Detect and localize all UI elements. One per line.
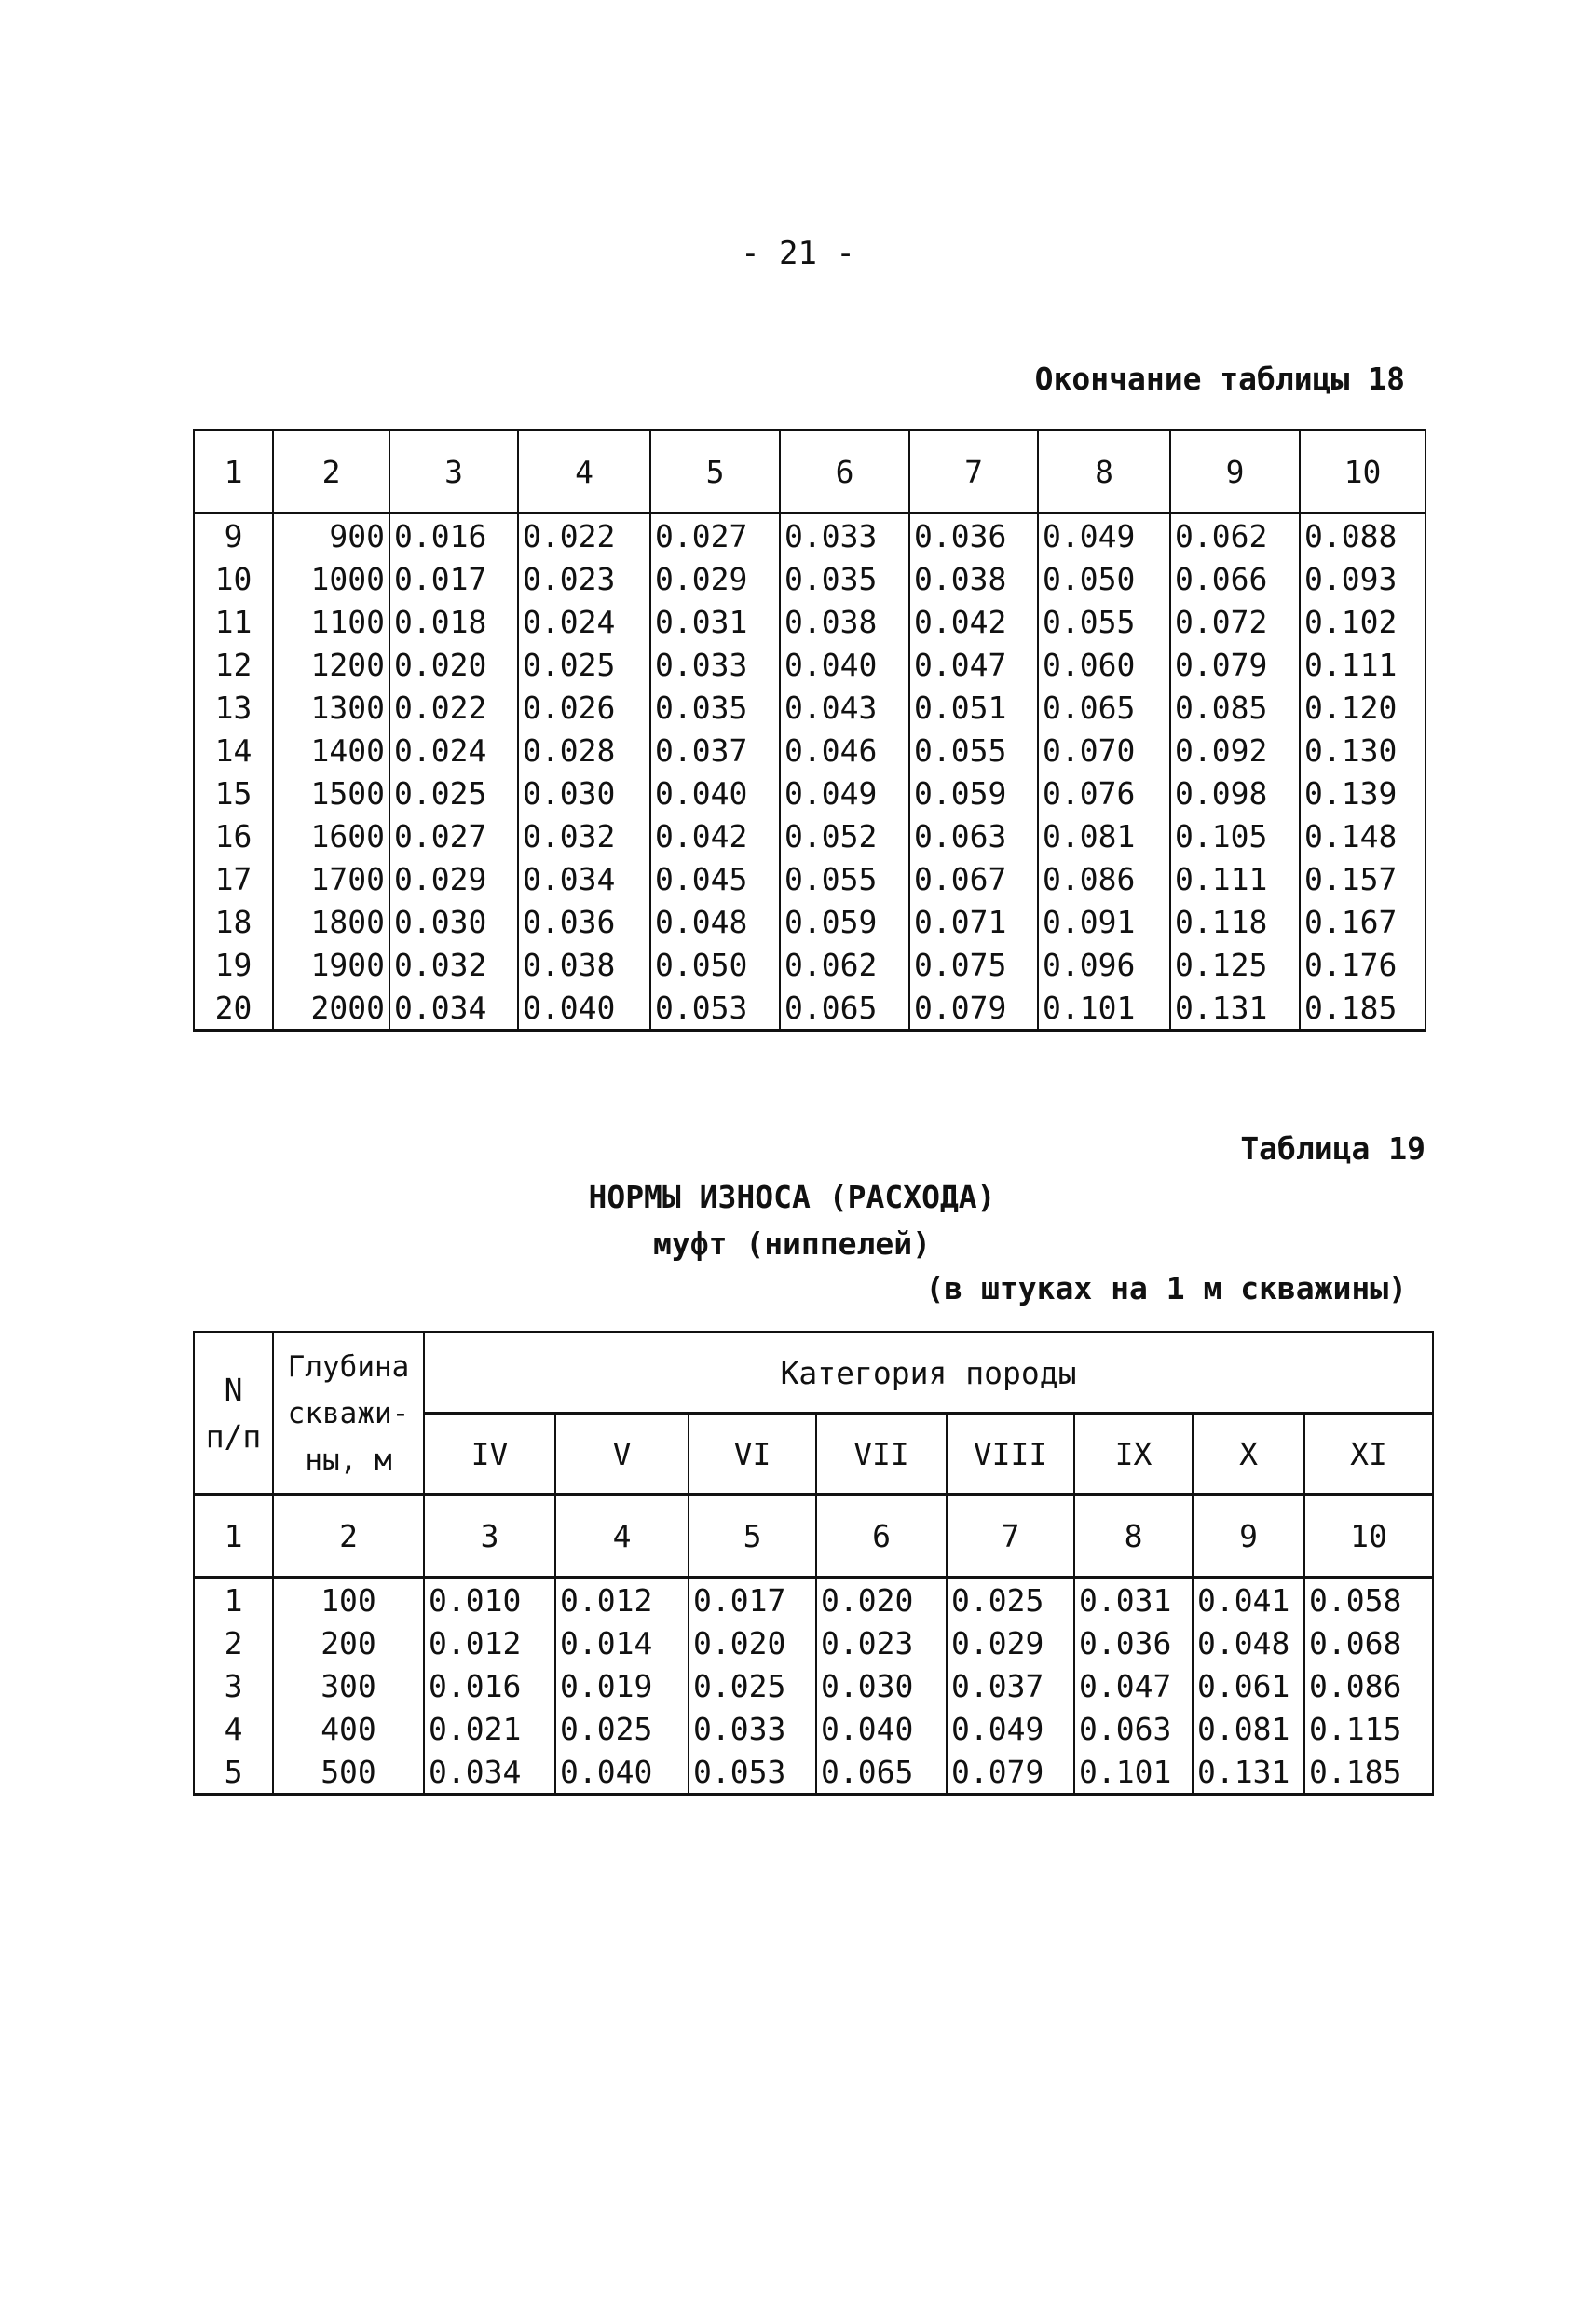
table-cell: 0.018: [389, 600, 518, 643]
table-cell: 0.068: [1304, 1621, 1433, 1664]
table18-header-row: [194, 431, 1425, 513]
table-cell: 0.045: [650, 857, 780, 900]
table-cell: 0.062: [1170, 513, 1300, 558]
table-cell: 0.021: [424, 1707, 555, 1750]
table18-header-cell: 3: [389, 431, 518, 513]
table-cell: 0.022: [518, 513, 650, 558]
table-cell: 0.048: [1193, 1621, 1304, 1664]
table-cell: 0.023: [816, 1621, 947, 1664]
table-cell: 1900: [273, 943, 389, 986]
table-cell: 0.059: [909, 772, 1038, 814]
table-cell: 0.096: [1038, 943, 1170, 986]
table-cell: 0.017: [389, 557, 518, 600]
table-cell: 1500: [273, 772, 389, 814]
table-cell: 1300: [273, 686, 389, 729]
category-cell: VI: [689, 1414, 816, 1495]
table-cell: 10: [194, 557, 273, 600]
table-cell: 0.081: [1193, 1707, 1304, 1750]
table-cell: 0.047: [909, 643, 1038, 686]
category-cell: VII: [816, 1414, 947, 1495]
table-cell: 0.033: [780, 513, 909, 558]
table-cell: 0.040: [650, 772, 780, 814]
table-cell: 0.101: [1074, 1750, 1193, 1795]
category-cell: VIII: [947, 1414, 1074, 1495]
table18-header-cell: 7: [909, 431, 1038, 513]
table-cell: 0.067: [909, 857, 1038, 900]
table18-header-cell: 8: [1038, 431, 1170, 513]
table-cell: 0.025: [689, 1664, 816, 1707]
table-cell: 2: [194, 1621, 273, 1664]
table-cell: 1800: [273, 900, 389, 943]
table-cell: 0.024: [389, 729, 518, 772]
header-depth: Глубина скважи- ны, м: [273, 1333, 424, 1495]
table18-caption: Окончание таблицы 18: [1034, 361, 1405, 397]
table-cell: 18: [194, 900, 273, 943]
table-cell: 0.020: [816, 1578, 947, 1622]
table-row: [194, 513, 1425, 558]
table-cell: 0.040: [816, 1707, 947, 1750]
table-row: [194, 643, 1425, 686]
table-cell: 0.118: [1170, 900, 1300, 943]
table18-header-cell: 2: [273, 431, 389, 513]
table-cell: 0.072: [1170, 600, 1300, 643]
table-cell: 0.051: [909, 686, 1038, 729]
table-cell: 0.091: [1038, 900, 1170, 943]
table-cell: 0.016: [424, 1664, 555, 1707]
table-cell: 0.092: [1170, 729, 1300, 772]
table-cell: 0.020: [689, 1621, 816, 1664]
table-cell: 0.027: [389, 814, 518, 857]
column-number-cell: 5: [689, 1495, 816, 1578]
table-cell: 0.012: [555, 1578, 689, 1622]
table-cell: 0.010: [424, 1578, 555, 1622]
table-cell: 0.030: [816, 1664, 947, 1707]
table-row: [194, 1621, 1433, 1664]
category-cell: V: [555, 1414, 689, 1495]
table-cell: 3: [194, 1664, 273, 1707]
category-cell: IX: [1074, 1414, 1193, 1495]
table-cell: 0.041: [1193, 1578, 1304, 1622]
column-number-cell: 8: [1074, 1495, 1193, 1578]
table-cell: 0.032: [518, 814, 650, 857]
table-cell: 0.085: [1170, 686, 1300, 729]
table-cell: 0.076: [1038, 772, 1170, 814]
table-cell: 0.105: [1170, 814, 1300, 857]
table-cell: 0.043: [780, 686, 909, 729]
category-cell: XI: [1304, 1414, 1433, 1495]
table-cell: 0.022: [389, 686, 518, 729]
table-cell: 0.046: [780, 729, 909, 772]
table-cell: 0.050: [650, 943, 780, 986]
table-cell: 0.034: [424, 1750, 555, 1795]
table-cell: 0.060: [1038, 643, 1170, 686]
table-cell: 0.111: [1300, 643, 1425, 686]
table-cell: 0.065: [780, 986, 909, 1031]
table-row: [194, 600, 1425, 643]
table-row: [194, 1707, 1433, 1750]
table-cell: 0.049: [1038, 513, 1170, 558]
table19: [193, 1331, 1434, 1796]
table-cell: 1700: [273, 857, 389, 900]
table-cell: 0.079: [947, 1750, 1074, 1795]
table-cell: 0.055: [909, 729, 1038, 772]
table-cell: 0.025: [389, 772, 518, 814]
table-cell: 0.034: [389, 986, 518, 1031]
table-cell: 0.025: [518, 643, 650, 686]
table-cell: 0.131: [1170, 986, 1300, 1031]
table-cell: 0.047: [1074, 1664, 1193, 1707]
table-cell: 0.052: [780, 814, 909, 857]
table-cell: 0.023: [518, 557, 650, 600]
table-cell: 0.029: [947, 1621, 1074, 1664]
table-cell: 1000: [273, 557, 389, 600]
table-cell: 0.065: [1038, 686, 1170, 729]
table-cell: 0.075: [909, 943, 1038, 986]
table-row: [194, 1664, 1433, 1707]
category-cell: X: [1193, 1414, 1304, 1495]
table-cell: 0.093: [1300, 557, 1425, 600]
header-category: Категория породы: [424, 1333, 1433, 1414]
table18: [193, 429, 1426, 1032]
table-cell: 100: [273, 1578, 424, 1622]
table-cell: 300: [273, 1664, 424, 1707]
table-cell: 0.042: [909, 600, 1038, 643]
table-cell: 0.071: [909, 900, 1038, 943]
table-cell: 0.037: [650, 729, 780, 772]
table-cell: 0.030: [389, 900, 518, 943]
column-number-cell: 6: [816, 1495, 947, 1578]
table-cell: 0.065: [816, 1750, 947, 1795]
table-cell: 0.035: [650, 686, 780, 729]
table-cell: 14: [194, 729, 273, 772]
column-number-cell: 7: [947, 1495, 1074, 1578]
table-cell: 0.049: [780, 772, 909, 814]
table-cell: 19: [194, 943, 273, 986]
table-cell: 0.058: [1304, 1578, 1433, 1622]
table-row: [194, 1578, 1433, 1622]
table-cell: 0.024: [518, 600, 650, 643]
table-cell: 0.027: [650, 513, 780, 558]
table-cell: 0.029: [389, 857, 518, 900]
table-cell: 0.038: [518, 943, 650, 986]
table-cell: 0.038: [909, 557, 1038, 600]
table-cell: 500: [273, 1750, 424, 1795]
table-cell: 0.125: [1170, 943, 1300, 986]
table-cell: 0.120: [1300, 686, 1425, 729]
table-cell: 0.050: [1038, 557, 1170, 600]
table-cell: 0.167: [1300, 900, 1425, 943]
table-cell: 0.086: [1304, 1664, 1433, 1707]
category-cell: IV: [424, 1414, 555, 1495]
table-cell: 900: [273, 513, 389, 558]
table-cell: 0.101: [1038, 986, 1170, 1031]
table-cell: 20: [194, 986, 273, 1031]
table18-header-cell: 6: [780, 431, 909, 513]
table-cell: 0.040: [518, 986, 650, 1031]
table-cell: 0.063: [1074, 1707, 1193, 1750]
table19-units: (в штуках на 1 м скважины): [925, 1270, 1407, 1306]
table-cell: 0.130: [1300, 729, 1425, 772]
table-cell: 0.053: [650, 986, 780, 1031]
table-cell: 0.020: [389, 643, 518, 686]
table-cell: 0.059: [780, 900, 909, 943]
table-cell: 0.066: [1170, 557, 1300, 600]
column-number-cell: 10: [1304, 1495, 1433, 1578]
table-cell: 5: [194, 1750, 273, 1795]
table-cell: 0.037: [947, 1664, 1074, 1707]
table-row: [194, 1750, 1433, 1795]
table18-header-cell: 1: [194, 431, 273, 513]
table-row: [194, 857, 1425, 900]
table-cell: 13: [194, 686, 273, 729]
page-number: - 21 -: [741, 235, 855, 272]
table-cell: 400: [273, 1707, 424, 1750]
table18-header-cell: 4: [518, 431, 650, 513]
table-cell: 0.102: [1300, 600, 1425, 643]
table19-title: НОРМЫ ИЗНОСА (РАСХОДА): [588, 1179, 996, 1215]
table-cell: 0.042: [650, 814, 780, 857]
table-cell: 0.185: [1304, 1750, 1433, 1795]
table-cell: 0.035: [780, 557, 909, 600]
table-row: [194, 686, 1425, 729]
table-cell: 0.139: [1300, 772, 1425, 814]
table-cell: 0.028: [518, 729, 650, 772]
table18-header-cell: 5: [650, 431, 780, 513]
table-cell: 0.032: [389, 943, 518, 986]
table-cell: 4: [194, 1707, 273, 1750]
table-cell: 1400: [273, 729, 389, 772]
table-row: [194, 943, 1425, 986]
table-cell: 0.019: [555, 1664, 689, 1707]
table-cell: 1: [194, 1578, 273, 1622]
table-cell: 0.017: [689, 1578, 816, 1622]
table-row: [194, 557, 1425, 600]
table-cell: 0.098: [1170, 772, 1300, 814]
table-cell: 0.086: [1038, 857, 1170, 900]
table-cell: 0.040: [780, 643, 909, 686]
table-cell: 2000: [273, 986, 389, 1031]
table-row: [194, 814, 1425, 857]
table-cell: 0.049: [947, 1707, 1074, 1750]
table-cell: 0.185: [1300, 986, 1425, 1031]
column-number-cell: 3: [424, 1495, 555, 1578]
table-cell: 0.040: [555, 1750, 689, 1795]
table19-caption: Таблица 19: [1240, 1130, 1425, 1167]
column-number-cell: 4: [555, 1495, 689, 1578]
table-cell: 0.053: [689, 1750, 816, 1795]
table-cell: 0.081: [1038, 814, 1170, 857]
table-row: [194, 986, 1425, 1031]
table-cell: 0.031: [1074, 1578, 1193, 1622]
table-cell: 0.115: [1304, 1707, 1433, 1750]
table-cell: 0.079: [909, 986, 1038, 1031]
header-no: N п/п: [194, 1333, 273, 1495]
table-cell: 1200: [273, 643, 389, 686]
table-cell: 16: [194, 814, 273, 857]
table-cell: 0.025: [947, 1578, 1074, 1622]
column-number-cell: 1: [194, 1495, 273, 1578]
table-cell: 0.038: [780, 600, 909, 643]
table-cell: 0.070: [1038, 729, 1170, 772]
table19-column-number-row: [194, 1495, 1433, 1578]
table-cell: 0.033: [650, 643, 780, 686]
table-cell: 0.036: [1074, 1621, 1193, 1664]
table-cell: 0.131: [1193, 1750, 1304, 1795]
table-cell: 0.031: [650, 600, 780, 643]
table-cell: 0.148: [1300, 814, 1425, 857]
table-cell: 0.157: [1300, 857, 1425, 900]
table-cell: 0.062: [780, 943, 909, 986]
table-cell: 0.079: [1170, 643, 1300, 686]
table-cell: 0.061: [1193, 1664, 1304, 1707]
table-cell: 0.111: [1170, 857, 1300, 900]
table-cell: 0.012: [424, 1621, 555, 1664]
column-number-cell: 2: [273, 1495, 424, 1578]
table-cell: 0.055: [1038, 600, 1170, 643]
table19-subtitle: муфт (ниппелей): [652, 1225, 931, 1262]
table-cell: 1600: [273, 814, 389, 857]
table-row: [194, 772, 1425, 814]
table-cell: 0.036: [909, 513, 1038, 558]
table-cell: 0.048: [650, 900, 780, 943]
table-cell: 200: [273, 1621, 424, 1664]
table-cell: 11: [194, 600, 273, 643]
table-cell: 15: [194, 772, 273, 814]
table-cell: 17: [194, 857, 273, 900]
table-cell: 0.029: [650, 557, 780, 600]
table-cell: 0.016: [389, 513, 518, 558]
table-row: [194, 900, 1425, 943]
table-row: [194, 729, 1425, 772]
table-cell: 0.055: [780, 857, 909, 900]
table18-header-cell: 10: [1300, 431, 1425, 513]
table18-header-cell: 9: [1170, 431, 1300, 513]
table-cell: 0.088: [1300, 513, 1425, 558]
column-number-cell: 9: [1193, 1495, 1304, 1578]
table-cell: 0.036: [518, 900, 650, 943]
table-cell: 0.014: [555, 1621, 689, 1664]
table-cell: 12: [194, 643, 273, 686]
table-cell: 0.030: [518, 772, 650, 814]
table-cell: 0.026: [518, 686, 650, 729]
table-cell: 0.025: [555, 1707, 689, 1750]
table-cell: 0.034: [518, 857, 650, 900]
table-cell: 1100: [273, 600, 389, 643]
table-cell: 9: [194, 513, 273, 558]
table-cell: 0.063: [909, 814, 1038, 857]
table-cell: 0.176: [1300, 943, 1425, 986]
table-cell: 0.033: [689, 1707, 816, 1750]
